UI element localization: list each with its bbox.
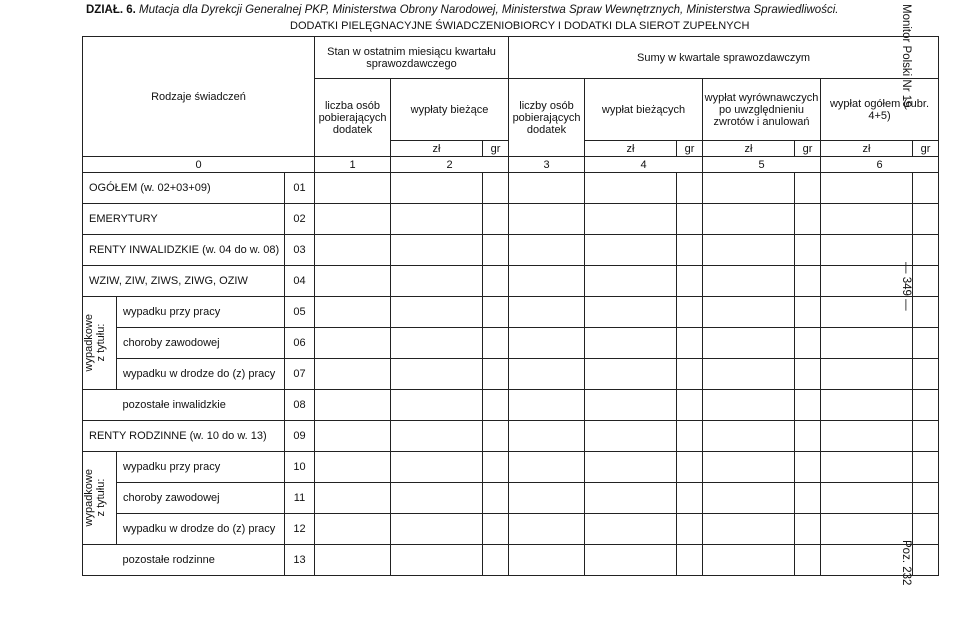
section-text: Mutacja dla Dyrekcji Generalnej PKP, Ministerstwa Obrony Narodowej, Ministerstwa Spraw Wewnętrznych, Ministerstwa Sprawiedliwości. [139,4,839,16]
cell [509,328,585,359]
cell [821,266,913,297]
cell [585,390,677,421]
cell [703,421,795,452]
table-row [83,297,939,328]
cell [483,390,509,421]
cell [585,359,677,390]
row-code: 04 [285,266,315,297]
row-code: 06 [285,328,315,359]
cell [585,421,677,452]
cell [391,359,483,390]
cell [483,545,509,576]
cell [703,235,795,266]
row-label: wypadku w drodze do (z) pracy [117,359,285,390]
row-code: 03 [285,235,315,266]
cell [913,483,939,514]
cell [821,359,913,390]
cell [585,483,677,514]
header-liczby-osob: liczby osób pobierających dodatek [509,79,585,157]
row-label: RENTY RODZINNE (w. 10 do w. 13) [83,421,285,452]
position-number: Poz. 232 [900,540,912,586]
column-number-3: 3 [509,157,585,173]
table-row [83,452,939,483]
cell [585,297,677,328]
table-row [83,421,939,452]
cell [821,204,913,235]
cell [315,266,391,297]
cell [913,266,939,297]
cell [509,235,585,266]
header-wyplat-wyrownawczych: wypłat wyrównawczych po uwzględnieniu zwrotów i anulowań [703,79,821,141]
cell [795,452,821,483]
unit-gr: gr [677,141,703,157]
cell [913,328,939,359]
cell [913,359,939,390]
row-label: pozostałe inwalidzkie [117,390,285,421]
cell [821,297,913,328]
cell [509,421,585,452]
row-label: pozostałe rodzinne [117,545,285,576]
column-number-2: 2 [391,157,509,173]
cell [391,390,483,421]
cell [391,204,483,235]
table-row [83,390,939,421]
cell [391,545,483,576]
cell [509,204,585,235]
cell [509,173,585,204]
cell [585,328,677,359]
cell [315,173,391,204]
table-title: DODATKI PIELĘGNACYJNE ŚWIADCZENIOBIORCY I DODATKI DLA SIEROT ZUPEŁNYCH [290,20,750,32]
cell [703,173,795,204]
cell [795,173,821,204]
cell [703,266,795,297]
column-number-6: 6 [821,157,939,173]
cell [315,235,391,266]
table-row [83,359,939,390]
cell [821,235,913,266]
section-label: DZIAŁ. 6. [86,4,136,16]
unit-zl: zł [703,141,795,157]
table-row [83,483,939,514]
cell [913,173,939,204]
table-row [83,545,939,576]
row-code: 09 [285,421,315,452]
cell [677,204,703,235]
row-label: EMERYTURY [83,204,285,235]
cell [509,483,585,514]
cell [585,266,677,297]
cell [677,235,703,266]
group-wypadkowe-rodzinne: wypadkowe z tytułu: [83,452,117,545]
cell [315,421,391,452]
column-number-4: 4 [585,157,703,173]
row-label: wypadku przy pracy [117,297,285,328]
cell [677,421,703,452]
cell [483,514,509,545]
cell [509,297,585,328]
table-row [83,235,939,266]
row-label: RENTY INWALIDZKIE (w. 04 do w. 08) [83,235,285,266]
row-label: OGÓŁEM (w. 02+03+09) [83,173,285,204]
table-row [83,204,939,235]
cell [677,514,703,545]
cell [677,328,703,359]
cell [315,483,391,514]
header-group-sumy: Sumy w kwartale sprawozdawczym [509,37,939,79]
header-wyplat-biezacych: wypłat bieżących [585,79,703,141]
cell [585,514,677,545]
cell [677,545,703,576]
cell [795,514,821,545]
cell [703,390,795,421]
cell [913,235,939,266]
cell [483,297,509,328]
cell [585,204,677,235]
cell [913,421,939,452]
cell [585,452,677,483]
cell [821,452,913,483]
cell [703,545,795,576]
cell [795,235,821,266]
unit-zl: zł [585,141,677,157]
cell [913,545,939,576]
row-code: 08 [285,390,315,421]
row-code: 02 [285,204,315,235]
cell [391,452,483,483]
indent-cell [83,390,117,421]
header-wyplat-ogolem: wypłat ogółem (rubr. 4+5) [821,79,939,141]
cell [483,235,509,266]
cell [509,359,585,390]
cell [677,390,703,421]
unit-gr: gr [913,141,939,157]
cell [795,545,821,576]
row-label: choroby zawodowej [117,328,285,359]
cell [483,328,509,359]
unit-zl: zł [391,141,483,157]
cell [483,483,509,514]
cell [703,359,795,390]
cell [677,297,703,328]
cell [315,204,391,235]
cell [315,297,391,328]
table-row [83,514,939,545]
cell [795,390,821,421]
cell [391,328,483,359]
header-rodzaje: Rodzaje świadczeń [83,37,315,157]
cell [821,483,913,514]
cell [315,514,391,545]
cell [585,173,677,204]
cell [509,390,585,421]
cell [391,483,483,514]
cell [315,359,391,390]
table-row [83,328,939,359]
section-header [86,4,838,16]
cell [391,173,483,204]
cell [391,235,483,266]
cell [391,266,483,297]
cell [315,545,391,576]
indent-cell [83,545,117,576]
cell [821,173,913,204]
cell [703,514,795,545]
row-code: 10 [285,452,315,483]
journal-name: Monitor Polski Nr 19 [900,4,912,108]
cell [677,452,703,483]
row-label: choroby zawodowej [117,483,285,514]
cell [913,297,939,328]
row-label: wypadku w drodze do (z) pracy [117,514,285,545]
cell [795,204,821,235]
cell [509,266,585,297]
cell [703,297,795,328]
group-wypadkowe-inwalidzkie: wypadkowe z tytułu: [83,297,117,390]
cell [703,204,795,235]
cell [913,204,939,235]
cell [677,173,703,204]
unit-gr: gr [795,141,821,157]
column-number-5: 5 [703,157,821,173]
cell [509,452,585,483]
header-wyplaty-biezace: wypłaty bieżące [391,79,509,141]
row-label: WZIW, ZIW, ZIWS, ZIWG, OZIW [83,266,285,297]
unit-zl: zł [821,141,913,157]
header-group-stan: Stan w ostatnim miesiącu kwartału sprawozdawczego [315,37,509,79]
row-code: 07 [285,359,315,390]
cell [913,452,939,483]
cell [585,545,677,576]
row-code: 13 [285,545,315,576]
column-number-1: 1 [315,157,391,173]
cell [315,390,391,421]
cell [483,204,509,235]
cell [703,483,795,514]
cell [483,452,509,483]
cell [821,514,913,545]
cell [483,421,509,452]
cell [483,266,509,297]
cell [677,483,703,514]
cell [315,328,391,359]
column-number-0: 0 [83,157,315,173]
header-liczba-osob: liczba osób pobierających dodatek [315,79,391,157]
cell [821,421,913,452]
cell [821,390,913,421]
cell [677,359,703,390]
cell [483,173,509,204]
cell [913,514,939,545]
cell [795,266,821,297]
cell [703,328,795,359]
cell [677,266,703,297]
cell [795,359,821,390]
row-code: 05 [285,297,315,328]
cell [913,390,939,421]
cell [509,545,585,576]
report-table [82,36,939,576]
cell [795,421,821,452]
unit-gr: gr [483,141,509,157]
cell [703,452,795,483]
cell [585,235,677,266]
cell [509,514,585,545]
cell [821,545,913,576]
row-code: 01 [285,173,315,204]
cell [795,297,821,328]
row-code: 12 [285,514,315,545]
page-number: — 349 — [900,262,912,311]
cell [795,328,821,359]
table-row [83,266,939,297]
cell [391,514,483,545]
cell [483,359,509,390]
cell [795,483,821,514]
cell [391,297,483,328]
row-label: wypadku przy pracy [117,452,285,483]
row-code: 11 [285,483,315,514]
table-row [83,173,939,204]
cell [315,452,391,483]
cell [821,328,913,359]
cell [391,421,483,452]
